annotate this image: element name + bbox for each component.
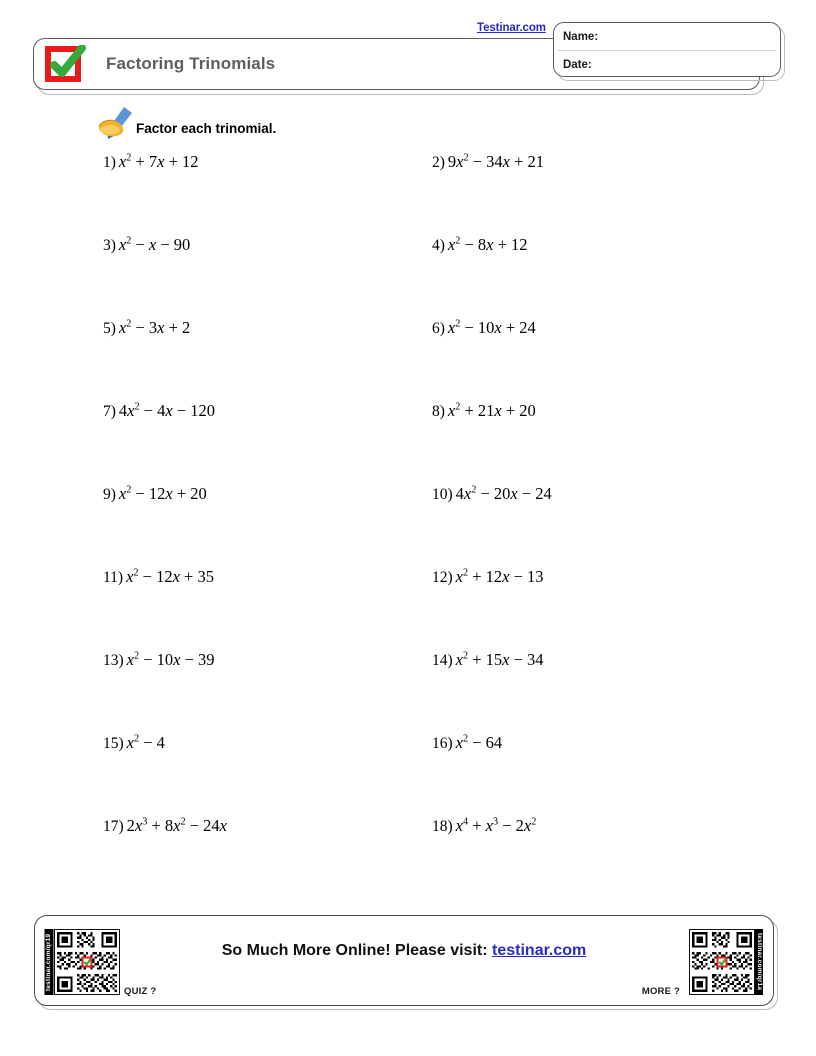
problem-number: 18) bbox=[432, 818, 453, 835]
quiz-qr-block[interactable] bbox=[45, 929, 120, 995]
checked-checkbox-icon bbox=[44, 45, 88, 83]
site-link-top[interactable]: Testinar.com bbox=[477, 22, 546, 34]
instruction-text: Factor each trinomial. bbox=[136, 121, 277, 136]
problem-item bbox=[103, 318, 190, 339]
problem-number: 8) bbox=[432, 403, 445, 420]
problem-number: 12) bbox=[432, 569, 453, 586]
problem-row bbox=[0, 484, 816, 567]
problem-number: 7) bbox=[103, 403, 116, 420]
name-label: Name: bbox=[563, 30, 599, 43]
quiz-qr-url-label: testinar.com/qr19 bbox=[45, 929, 54, 995]
problem-row bbox=[0, 318, 816, 401]
more-qr-code-icon[interactable] bbox=[689, 929, 755, 995]
problem-item bbox=[432, 816, 536, 837]
problem-row bbox=[0, 567, 816, 650]
problem-number: 16) bbox=[432, 735, 453, 752]
quiz-qr-code-icon[interactable] bbox=[54, 929, 120, 995]
problem-item bbox=[103, 816, 227, 837]
problem-expression: $x^2 - 64$ bbox=[455, 733, 503, 752]
problem-row bbox=[0, 816, 816, 899]
problem-item bbox=[432, 733, 502, 754]
footer-banner bbox=[34, 915, 774, 1006]
date-label: Date: bbox=[563, 58, 592, 71]
problem-expression: $x^2 - 12x + 20$ bbox=[118, 484, 207, 503]
problem-expression: $x^2 - 12x + 35$ bbox=[126, 567, 214, 586]
problem-expression: $9x^2 - 34x + 21$ bbox=[447, 152, 545, 171]
problem-item bbox=[432, 650, 544, 671]
problem-item bbox=[103, 235, 190, 256]
problem-expression: $2x^3 + 8x^2 - 24x$ bbox=[126, 816, 227, 835]
problem-expression: $x^2 - 10x + 24$ bbox=[447, 318, 536, 337]
hand-writing-pencil-icon bbox=[96, 106, 140, 140]
quiz-label: QUIZ ? bbox=[124, 986, 157, 997]
problem-list bbox=[0, 152, 816, 899]
name-field-row[interactable] bbox=[554, 23, 780, 50]
problem-number: 2) bbox=[432, 154, 445, 171]
problem-expression: $x^2 - 8x + 12$ bbox=[447, 235, 528, 254]
problem-item bbox=[103, 484, 207, 505]
namedate-box bbox=[553, 22, 781, 77]
problem-expression: $4x^2 - 4x - 120$ bbox=[118, 401, 216, 420]
problem-number: 3) bbox=[103, 237, 116, 254]
problem-expression: $x^2 + 15x - 34$ bbox=[455, 650, 544, 669]
problem-expression: $x^2 + 21x + 20$ bbox=[447, 401, 536, 420]
problem-number: 4) bbox=[432, 237, 445, 254]
problem-number: 17) bbox=[103, 818, 124, 835]
date-field-row[interactable] bbox=[554, 51, 780, 77]
problem-expression: $x^2 - 10x - 39$ bbox=[126, 650, 215, 669]
problem-item bbox=[432, 401, 536, 422]
problem-item bbox=[103, 401, 215, 422]
problem-item bbox=[432, 318, 536, 339]
problem-number: 11) bbox=[103, 569, 124, 586]
problem-item bbox=[103, 650, 215, 671]
problem-item bbox=[103, 733, 165, 754]
more-qr-url-label: testinar.com/qr1a bbox=[755, 929, 764, 995]
problem-item bbox=[103, 567, 214, 588]
problem-item bbox=[432, 152, 544, 173]
problem-expression: $x^2 - x - 90$ bbox=[118, 235, 191, 254]
problem-number: 1) bbox=[103, 154, 116, 171]
problem-item bbox=[432, 235, 528, 256]
problem-row bbox=[0, 650, 816, 733]
problem-expression: $x^2 - 3x + 2$ bbox=[118, 318, 191, 337]
footer-message-text: So Much More Online! Please visit: bbox=[221, 942, 488, 959]
problem-expression: $x^2 + 7x + 12$ bbox=[118, 152, 199, 171]
problem-row bbox=[0, 152, 816, 235]
problem-row bbox=[0, 733, 816, 816]
problem-row bbox=[0, 235, 816, 318]
more-label: MORE ? bbox=[641, 986, 680, 997]
problem-row bbox=[0, 401, 816, 484]
problem-number: 15) bbox=[103, 735, 124, 752]
problem-item bbox=[432, 484, 552, 505]
problem-number: 13) bbox=[103, 652, 124, 669]
more-qr-block[interactable] bbox=[689, 929, 764, 995]
problem-number: 6) bbox=[432, 320, 445, 337]
footer-site-link[interactable]: testinar.com bbox=[492, 942, 587, 959]
problem-number: 5) bbox=[103, 320, 116, 337]
instruction-line bbox=[96, 104, 276, 138]
page-title: Factoring Trinomials bbox=[106, 54, 276, 73]
problem-expression: $4x^2 - 20x - 24$ bbox=[455, 484, 552, 503]
problem-number: 10) bbox=[432, 486, 453, 503]
problem-number: 14) bbox=[432, 652, 453, 669]
problem-expression: $x^4 + x^3 - 2x^2$ bbox=[455, 816, 537, 835]
problem-item bbox=[432, 567, 544, 588]
problem-number: 9) bbox=[103, 486, 116, 503]
problem-expression: $x^2 - 4$ bbox=[126, 733, 165, 752]
problem-expression: $x^2 + 12x - 13$ bbox=[455, 567, 544, 586]
footer-message bbox=[35, 942, 773, 960]
problem-item bbox=[103, 152, 199, 173]
